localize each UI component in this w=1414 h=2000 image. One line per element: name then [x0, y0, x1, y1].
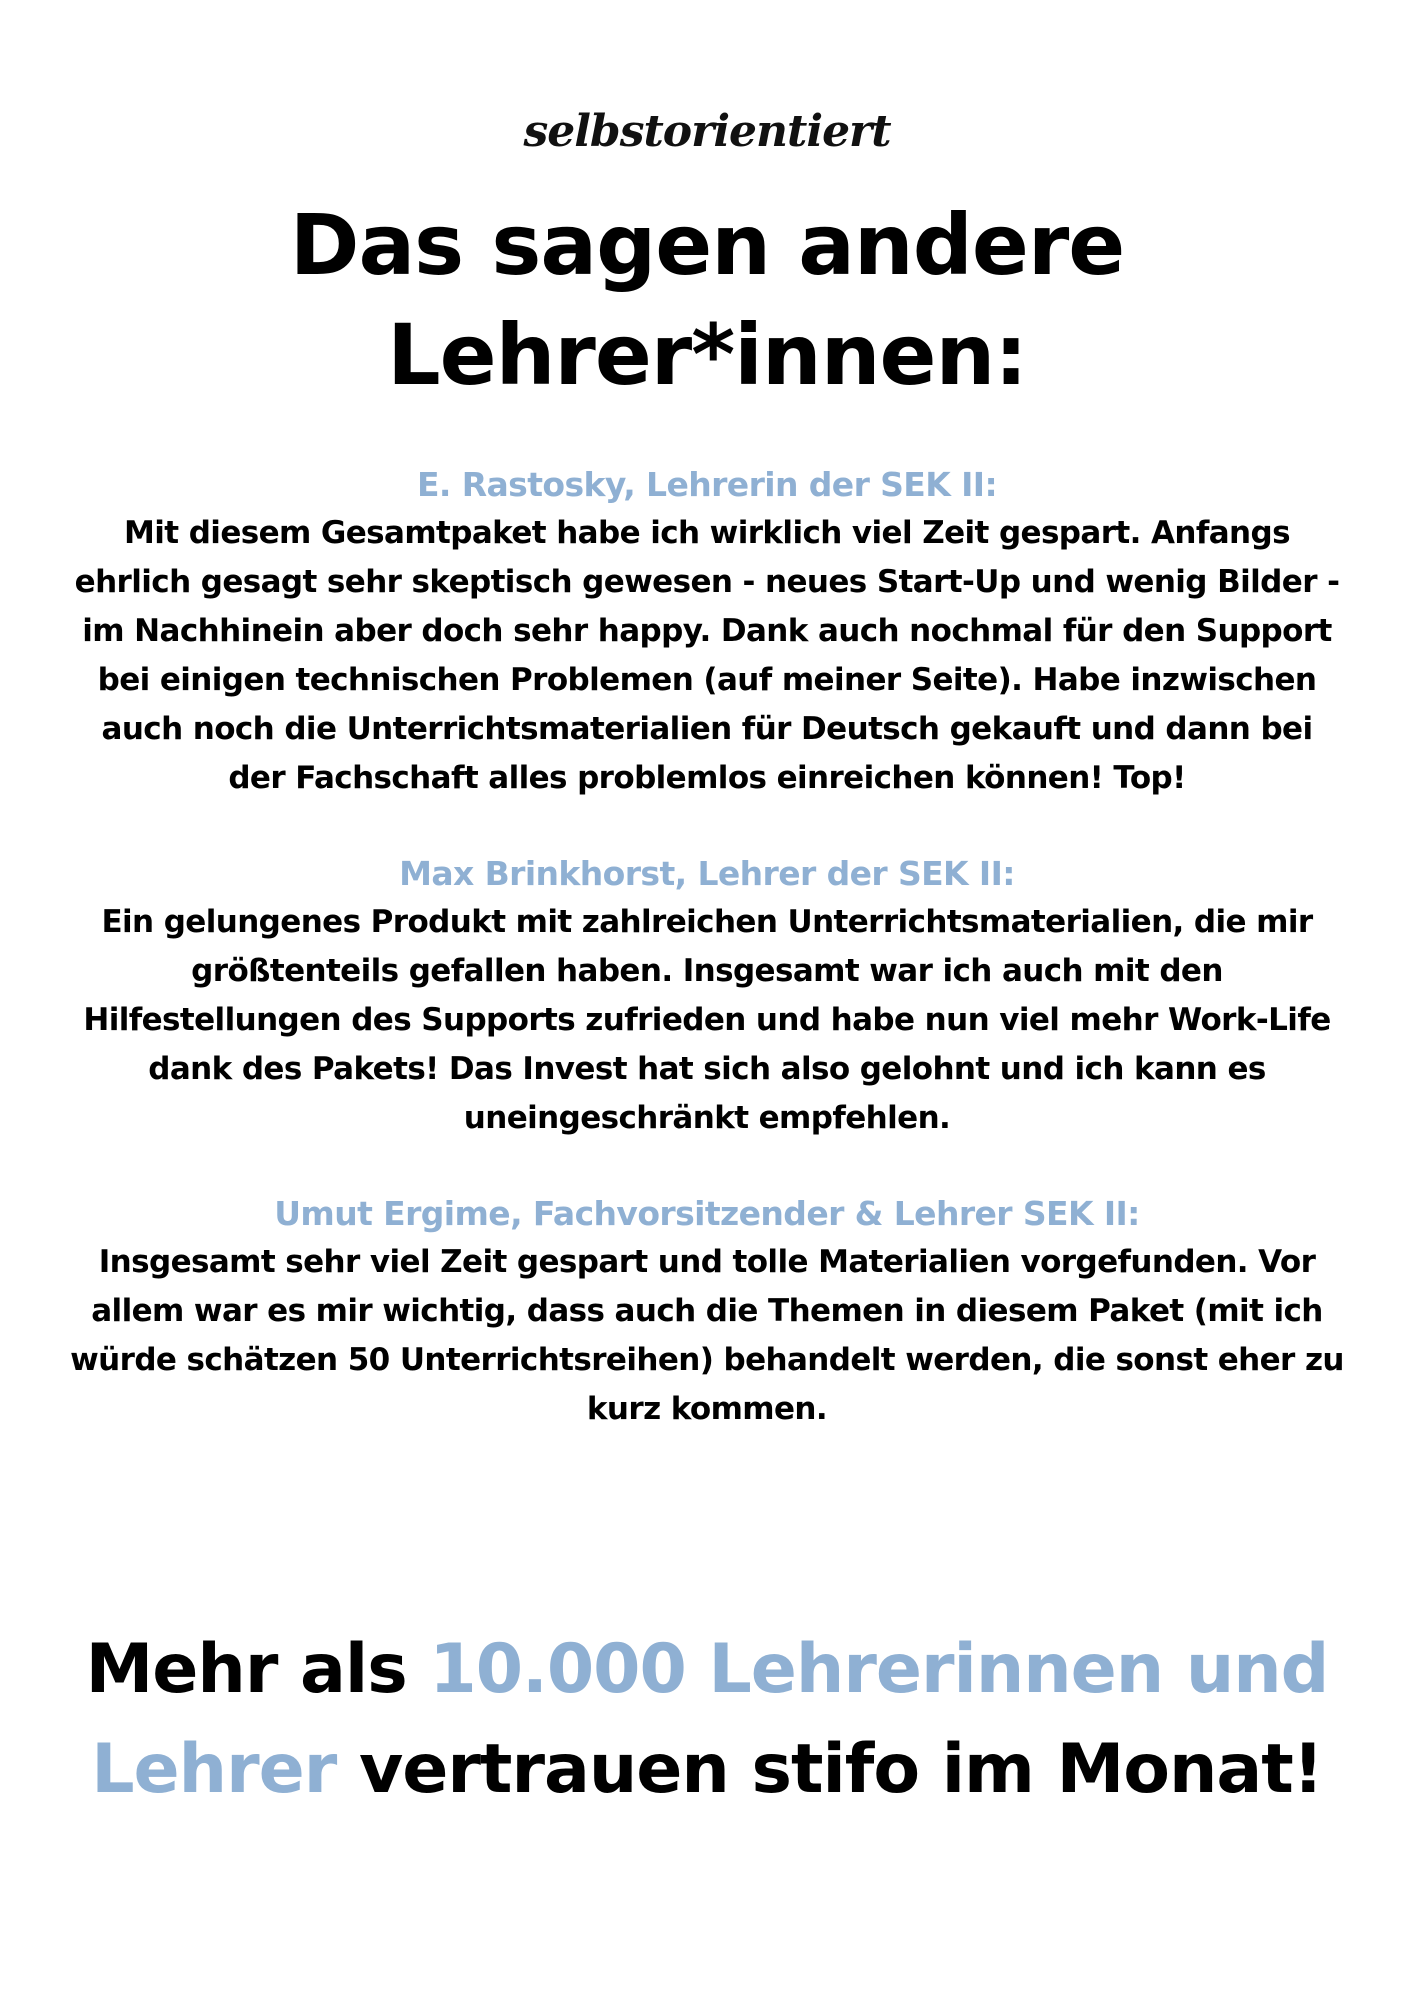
testimonial-text: Insgesamt sehr viel Zeit gespart und tolle Materialien vorgefunden. Vor allem war es mir wichtig, dass auch die Themen in diesem Paket (mit ich würde schätzen 50 Unterrichtsreihen) behandelt werden, die sonst eher zu kurz kommen.: [70, 1244, 1344, 1427]
brand-logo-wordmark: [523, 96, 891, 170]
page-title-line-2: Lehrer*innen:: [387, 306, 1027, 404]
trust-statement-suffix: vertrauen stifo im Monat!: [336, 1730, 1323, 1809]
testimonial-author: Max Brinkhorst, Lehrer der SEK II:: [399, 854, 1015, 893]
trust-statement-prefix: Mehr als: [85, 1630, 430, 1709]
page-title: [0, 190, 1414, 410]
brand-logo: [0, 96, 1414, 170]
trust-statement: [40, 1620, 1374, 1820]
page-title-line-1: Das sagen andere: [289, 196, 1125, 294]
testimonial-text: Ein gelungenes Produkt mit zahlreichen Unterrichtsmaterialien, die mir größtenteils gefallen haben. Insgesamt war ich auch mit den Hilfestellungen des Supports zufrieden und habe nun viel mehr Work-Life dank des Pakets! Das Invest hat sich also gelohnt und ich kann es uneingeschränkt empfehlen.: [83, 904, 1331, 1136]
testimonials-list: [70, 460, 1344, 1480]
trust-statement-highlight: 10.000 Lehrerinnen und Lehrer: [91, 1630, 1329, 1809]
testimonial-text: Mit diesem Gesamtpaket habe ich wirklich viel Zeit gespart. Anfangs ehrlich gesagt sehr skeptisch gewesen - neues Start-Up und wenig Bilder - im Nachhinein aber doch sehr happy. Dank auch nochmal für den Support bei einigen technischen Problemen (auf meiner Seite). Habe inzwischen auch noch die Unterrichtsmaterialien für Deutsch gekauft und dann bei der Fachschaft alles problemlos einreichen können! Top!: [74, 515, 1340, 796]
testimonial-item: [70, 849, 1344, 1143]
testimonial-author: Umut Ergime, Fachvorsitzender & Lehrer SEK II:: [274, 1194, 1140, 1233]
testimonial-author: E. Rastosky, Lehrerin der SEK II:: [416, 465, 998, 504]
testimonial-item: [70, 460, 1344, 803]
brand-logo-text: selbstorientiert: [523, 106, 891, 157]
testimonial-item: [70, 1189, 1344, 1434]
